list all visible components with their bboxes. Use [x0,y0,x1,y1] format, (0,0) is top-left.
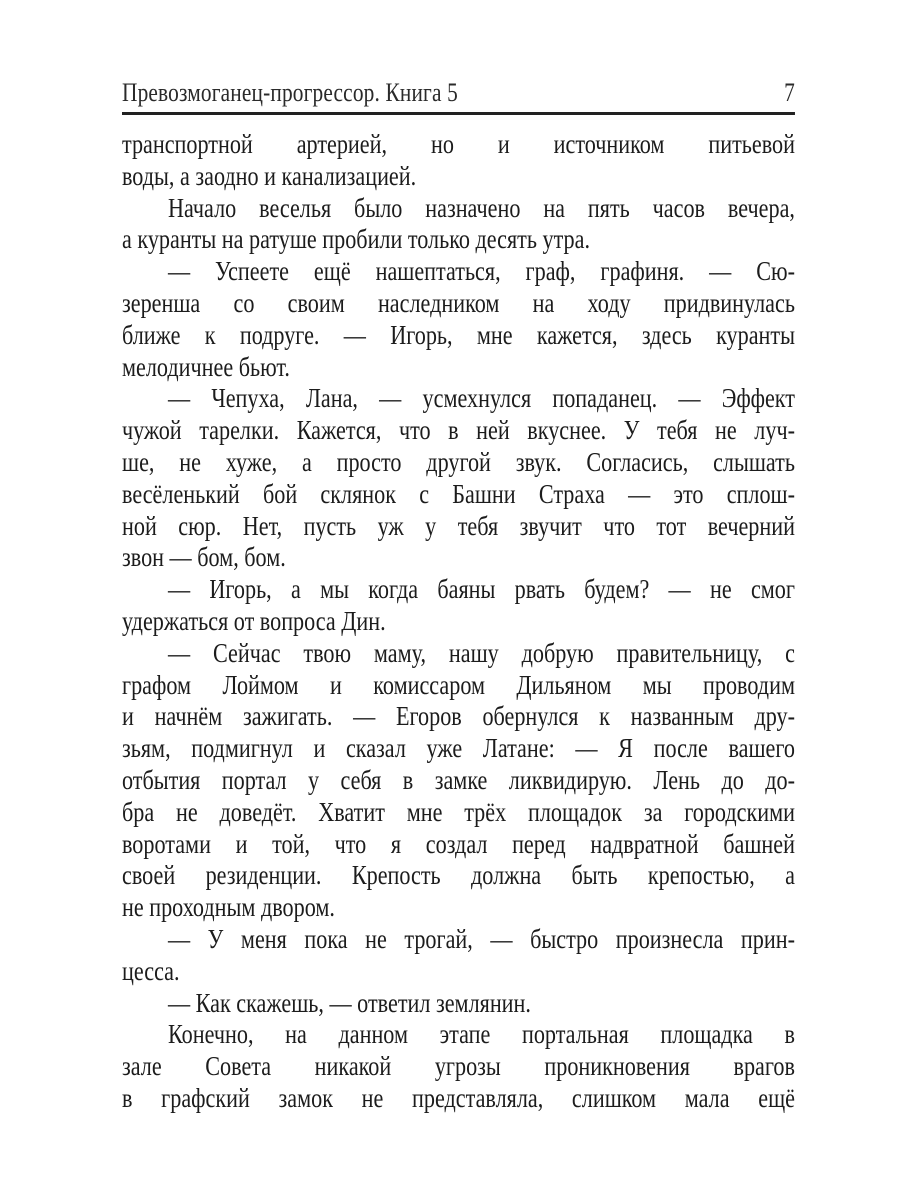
text-body [122,129,795,1115]
text-line-p6-2: графом Лоймом и комиссаром Дильяном мы проводим [122,669,795,700]
text-line-p2-1: Начало веселья было назначено на пять часов вечера, [167,192,795,223]
text-column [122,79,795,1115]
text-line-p2-2: а куранты на ратуше пробили только десять утра. [122,224,590,255]
page-number: 7 [784,78,795,107]
text-line-p6-9: не проходным двором. [122,892,335,923]
running-title: Превозмоганец-прогрессор. Книга 5 [122,78,458,107]
text-line-p5-2: удержаться от вопроса Дин. [122,605,386,636]
text-line-p3-1: — Успеете ещё нашептаться, граф, графиня. — Сю- [167,256,795,287]
text-line-p4-6: звон — бом, бом. [122,542,286,573]
text-line-p3-2: зеренша со своим наследником на ходу придвинулась [122,287,795,318]
text-line-p7-2: цесса. [122,955,180,986]
text-line-p6-8: своей резиденции. Крепость должна быть крепостью, а [122,860,795,891]
header-divider-rule [122,112,795,115]
page-header [122,79,795,107]
text-line-p6-7: воротами и той, что я создал перед надвратной башней [122,828,795,859]
text-line-p9-3: в графский замок не представляла, слишком мала ещё [122,1082,795,1113]
text-line-p6-4: зьям, подмигнул и сказал уже Латане: — Я после вашего [122,733,795,764]
text-line-p7-1: — У меня пока не трогай, — быстро произнесла прин- [167,923,795,954]
text-line-p6-5: отбытия портал у себя в замке ликвидирую. Лень до до- [122,764,795,795]
text-line-p3-4: мелодичнее бьют. [122,351,290,382]
text-line-p5-1: — Игорь, а мы когда баяны рвать будем? — не смог [167,574,795,605]
text-line-p6-1: — Сейчас твою маму, нашу добрую правительницу, с [167,637,795,668]
text-line-p1-1: транспортной артерией, но и источником питьевой [122,129,795,159]
text-line-p6-3: и начнём зажигать. — Егоров обернулся к названным дру- [122,701,795,732]
text-line-p4-5: ной сюр. Нет, пусть уж у тебя звучит что тот вечерний [122,510,795,541]
text-line-p8-1: — Как скажешь, — ответил землянин. [167,987,531,1018]
text-line-p4-2: чужой тарелки. Кажется, что в ней вкуснее. У тебя не луч- [122,415,795,446]
text-line-p4-1: — Чепуха, Лана, — усмехнулся попаданец. — Эффект [167,383,795,414]
text-line-p6-6: бра не доведёт. Хватит мне трёх площадок за городскими [122,796,795,827]
text-line-p9-2: зале Совета никакой угрозы проникновения врагов [122,1051,795,1082]
text-line-p3-3: ближе к подруге. — Игорь, мне кажется, здесь куранты [122,319,795,350]
text-line-p1-2: воды, а заодно и канализацией. [122,160,417,191]
text-line-p4-4: весёленький бой склянок с Башни Страха — это сплош- [122,478,795,509]
text-line-p9-1: Конечно, на данном этапе портальная площадка в [167,1019,795,1050]
text-line-p4-3: ше, не хуже, а просто другой звук. Согласись, слышать [122,446,795,477]
